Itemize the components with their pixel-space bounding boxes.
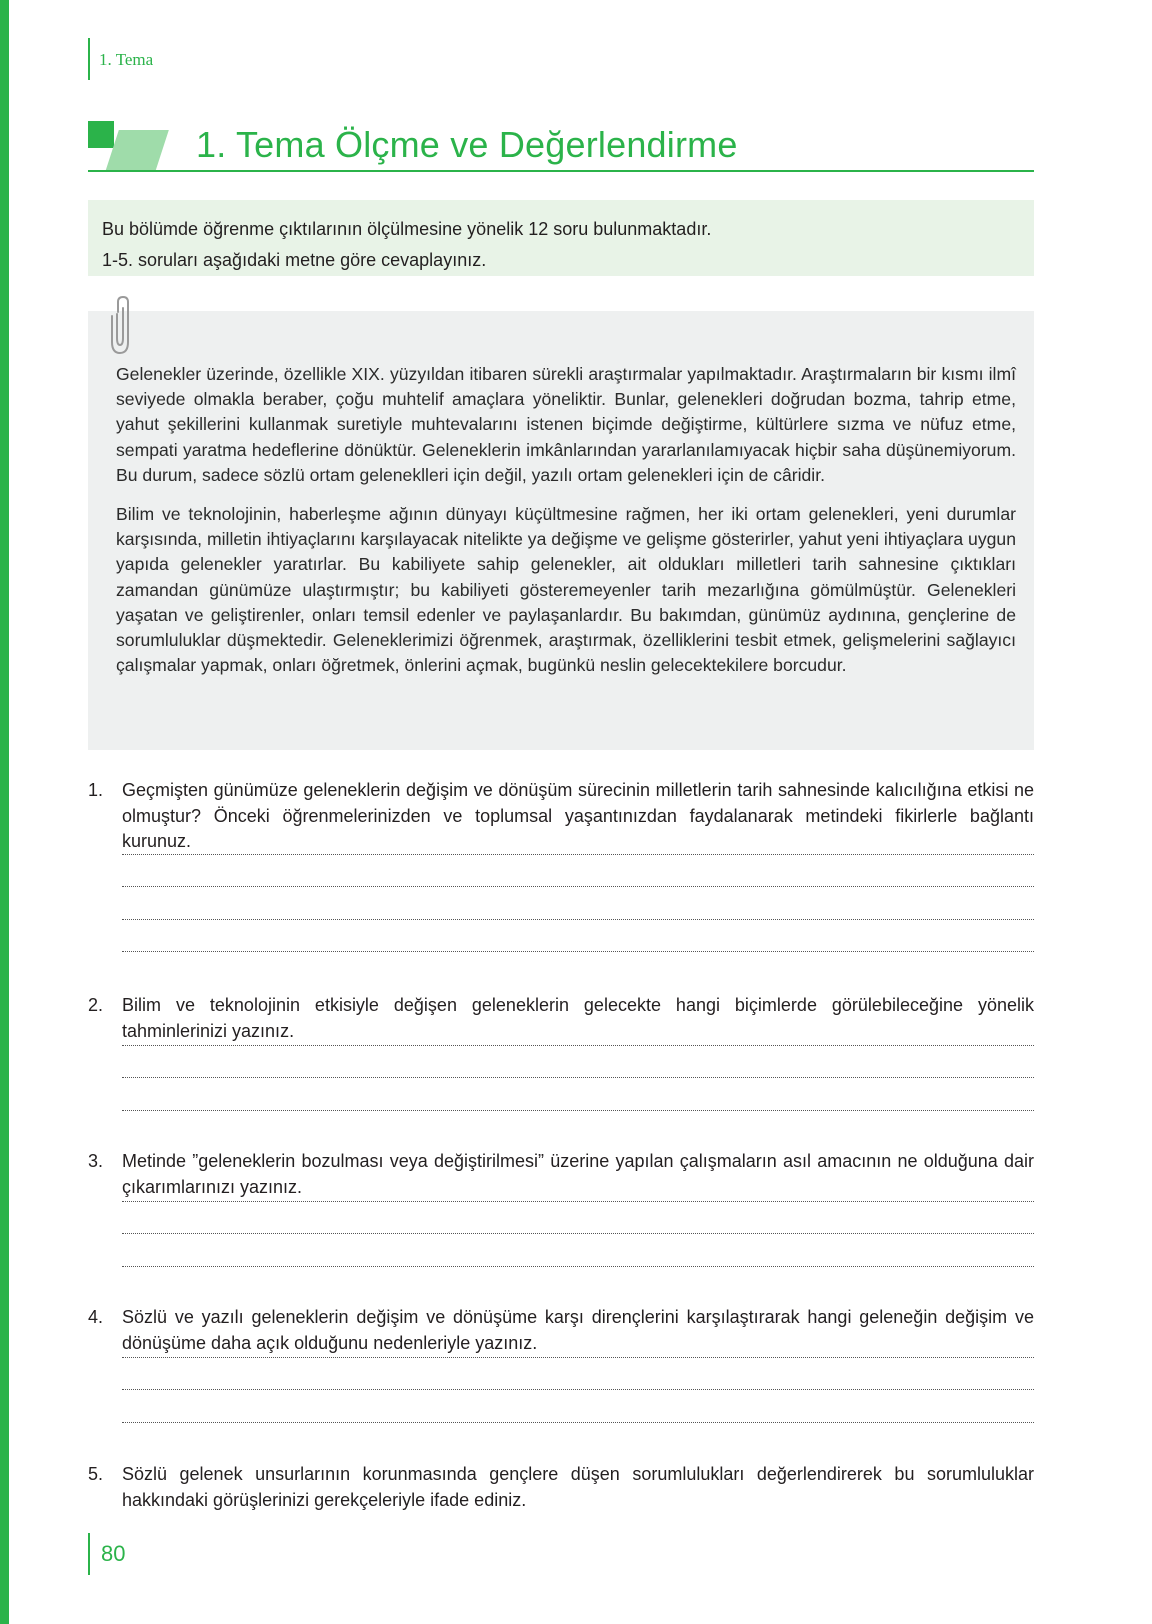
answer-line[interactable] — [122, 1325, 1034, 1358]
answer-line[interactable] — [122, 1013, 1034, 1046]
answer-line[interactable] — [122, 920, 1034, 953]
answer-area[interactable] — [122, 1169, 1034, 1267]
question-text: Bilim ve teknolojinin etkisiyle değişen geleneklerin gelecekte hangi biçimlerde görülebileceğine yönelik tahminlerinizi yazınız. — [122, 995, 1034, 1041]
answer-area[interactable] — [122, 1325, 1034, 1423]
title-underline — [88, 170, 1034, 172]
question-text: Sözlü gelenek unsurlarının korunmasında gençlere düşen sorumlulukları değerlendirerek bu sorumluluklar hakkındaki görüşlerinizi gerekçeleriyle ifade ediniz. — [122, 1464, 1034, 1510]
question-number: 2. — [88, 995, 104, 1015]
reading-text — [116, 362, 1016, 692]
reading-paragraph: Gelenekler üzerinde, özellikle XIX. yüzyıldan itibaren sürekli araştırmalar yapılmaktadır. Araştırmaların bir kısmı ilmî seviyede olmakla beraber, çoğu muhtelif amaçlara yöneliktir. Bunlar, gelenekleri doğrudan bozma, tahrip etme, yahut şekillerini kullanmak suretiyle muhtevalarını istenen biçimde değiştirme, kültürlere sızma ve nüfuz etme, sempati yaratma hedeflerine dönüktür. Geleneklerin imkânlarından yararlanılamıyacak hiçbir saha düşünemiyorum. Bu durum, sadece sözlü ortam geleneklleri için değil, yazılı ortam gelenekleri için de câridir. — [116, 364, 1016, 485]
page-footer — [88, 1533, 126, 1575]
intro-box — [88, 200, 1034, 276]
answer-line[interactable] — [122, 1078, 1034, 1111]
section-label: 1. Tema — [99, 50, 154, 69]
title-square-mark — [88, 121, 114, 148]
question-text: Sözlü ve yazılı geleneklerin değişim ve dönüşüme karşı dirençlerini karşılaştırarak hangi geleneğin değişim ve dönüşüme daha açık olduğunu nedenleriyle yazınız. — [122, 1307, 1034, 1353]
answer-area[interactable] — [122, 1013, 1034, 1111]
question-text: Geçmişten günümüze geleneklerin değişim ve dönüşüm sürecinin milletlerin tarih sahnesinde kalıcılığına etkisi ne olmuştur? Önceki öğrenmelerinizden ve toplumsal yaşantınızdan faydalanarak metindeki fikirlerle bağlantı kurunuz. — [122, 780, 1034, 851]
title-parallelogram-mark — [105, 130, 169, 172]
left-edge-stripe — [0, 0, 9, 1624]
answer-area[interactable] — [122, 822, 1034, 952]
answer-line[interactable] — [122, 1169, 1034, 1202]
reading-text-box — [88, 311, 1034, 750]
answer-line[interactable] — [122, 887, 1034, 920]
question-text: Metinde ”geleneklerin bozulması veya değiştirilmesi” üzerine yapılan çalışmaların asıl amacının ne olduğuna dair çıkarımlarınızı yazınız. — [122, 1151, 1034, 1197]
answer-line[interactable] — [122, 855, 1034, 888]
answer-line[interactable] — [122, 1234, 1034, 1267]
answer-line[interactable] — [122, 1358, 1034, 1391]
intro-line: Bu bölümde öğrenme çıktılarının ölçülmesine yönelik 12 soru bulunmaktadır. — [102, 219, 712, 239]
intro-line: 1-5. soruları aşağıdaki metne göre cevaplayınız. — [102, 250, 487, 270]
page-title: 1. Tema Ölçme ve Değerlendirme — [196, 124, 738, 165]
paperclip-icon — [104, 296, 140, 356]
answer-line[interactable] — [122, 1202, 1034, 1235]
question-number: 3. — [88, 1151, 104, 1171]
answer-line[interactable] — [122, 1390, 1034, 1423]
page-number: 80 — [101, 1541, 126, 1566]
question-number: 1. — [88, 780, 104, 800]
running-head — [88, 38, 154, 80]
reading-paragraph: Bilim ve teknolojinin, haberleşme ağının dünyayı küçültmesine rağmen, her iki ortam gelenekleri, yeni durumlar karşısında, milletin ihtiyaçlarını karşılayacak nitelikte ya değişme ve gelişme gösterirler, yahut yeni ihtiyaçlara uygun yapıda gelenekler yaratırlar. Bu kabiliyete sahip gelenekler, ait oldukları milletleri tarih sahnesine çıktıkları zamandan günümüze ulaştırmıştır; bu kabiliyeti gösteremeyenler tarih mezarlığına gömülmüştür. Gelenekleri yaşatan ve geliştirenler, onları temsil edenler ve paylaşanlardır. Bu bakımdan, günümüz aydınına, gençlerine de sorumluluklar düşmektedir. Geleneklerimizi öğrenmek, araştırmak, özelliklerini tesbit etmek, gelişmelerini sağlayıcı çalışmalar yapmak, onları öğretmek, önlerini açmak, bugünkü neslin gelecektekilere borcudur. — [116, 504, 1016, 676]
question-number: 4. — [88, 1307, 104, 1327]
question-number: 5. — [88, 1464, 104, 1484]
answer-line[interactable] — [122, 1046, 1034, 1079]
answer-line[interactable] — [122, 822, 1034, 855]
